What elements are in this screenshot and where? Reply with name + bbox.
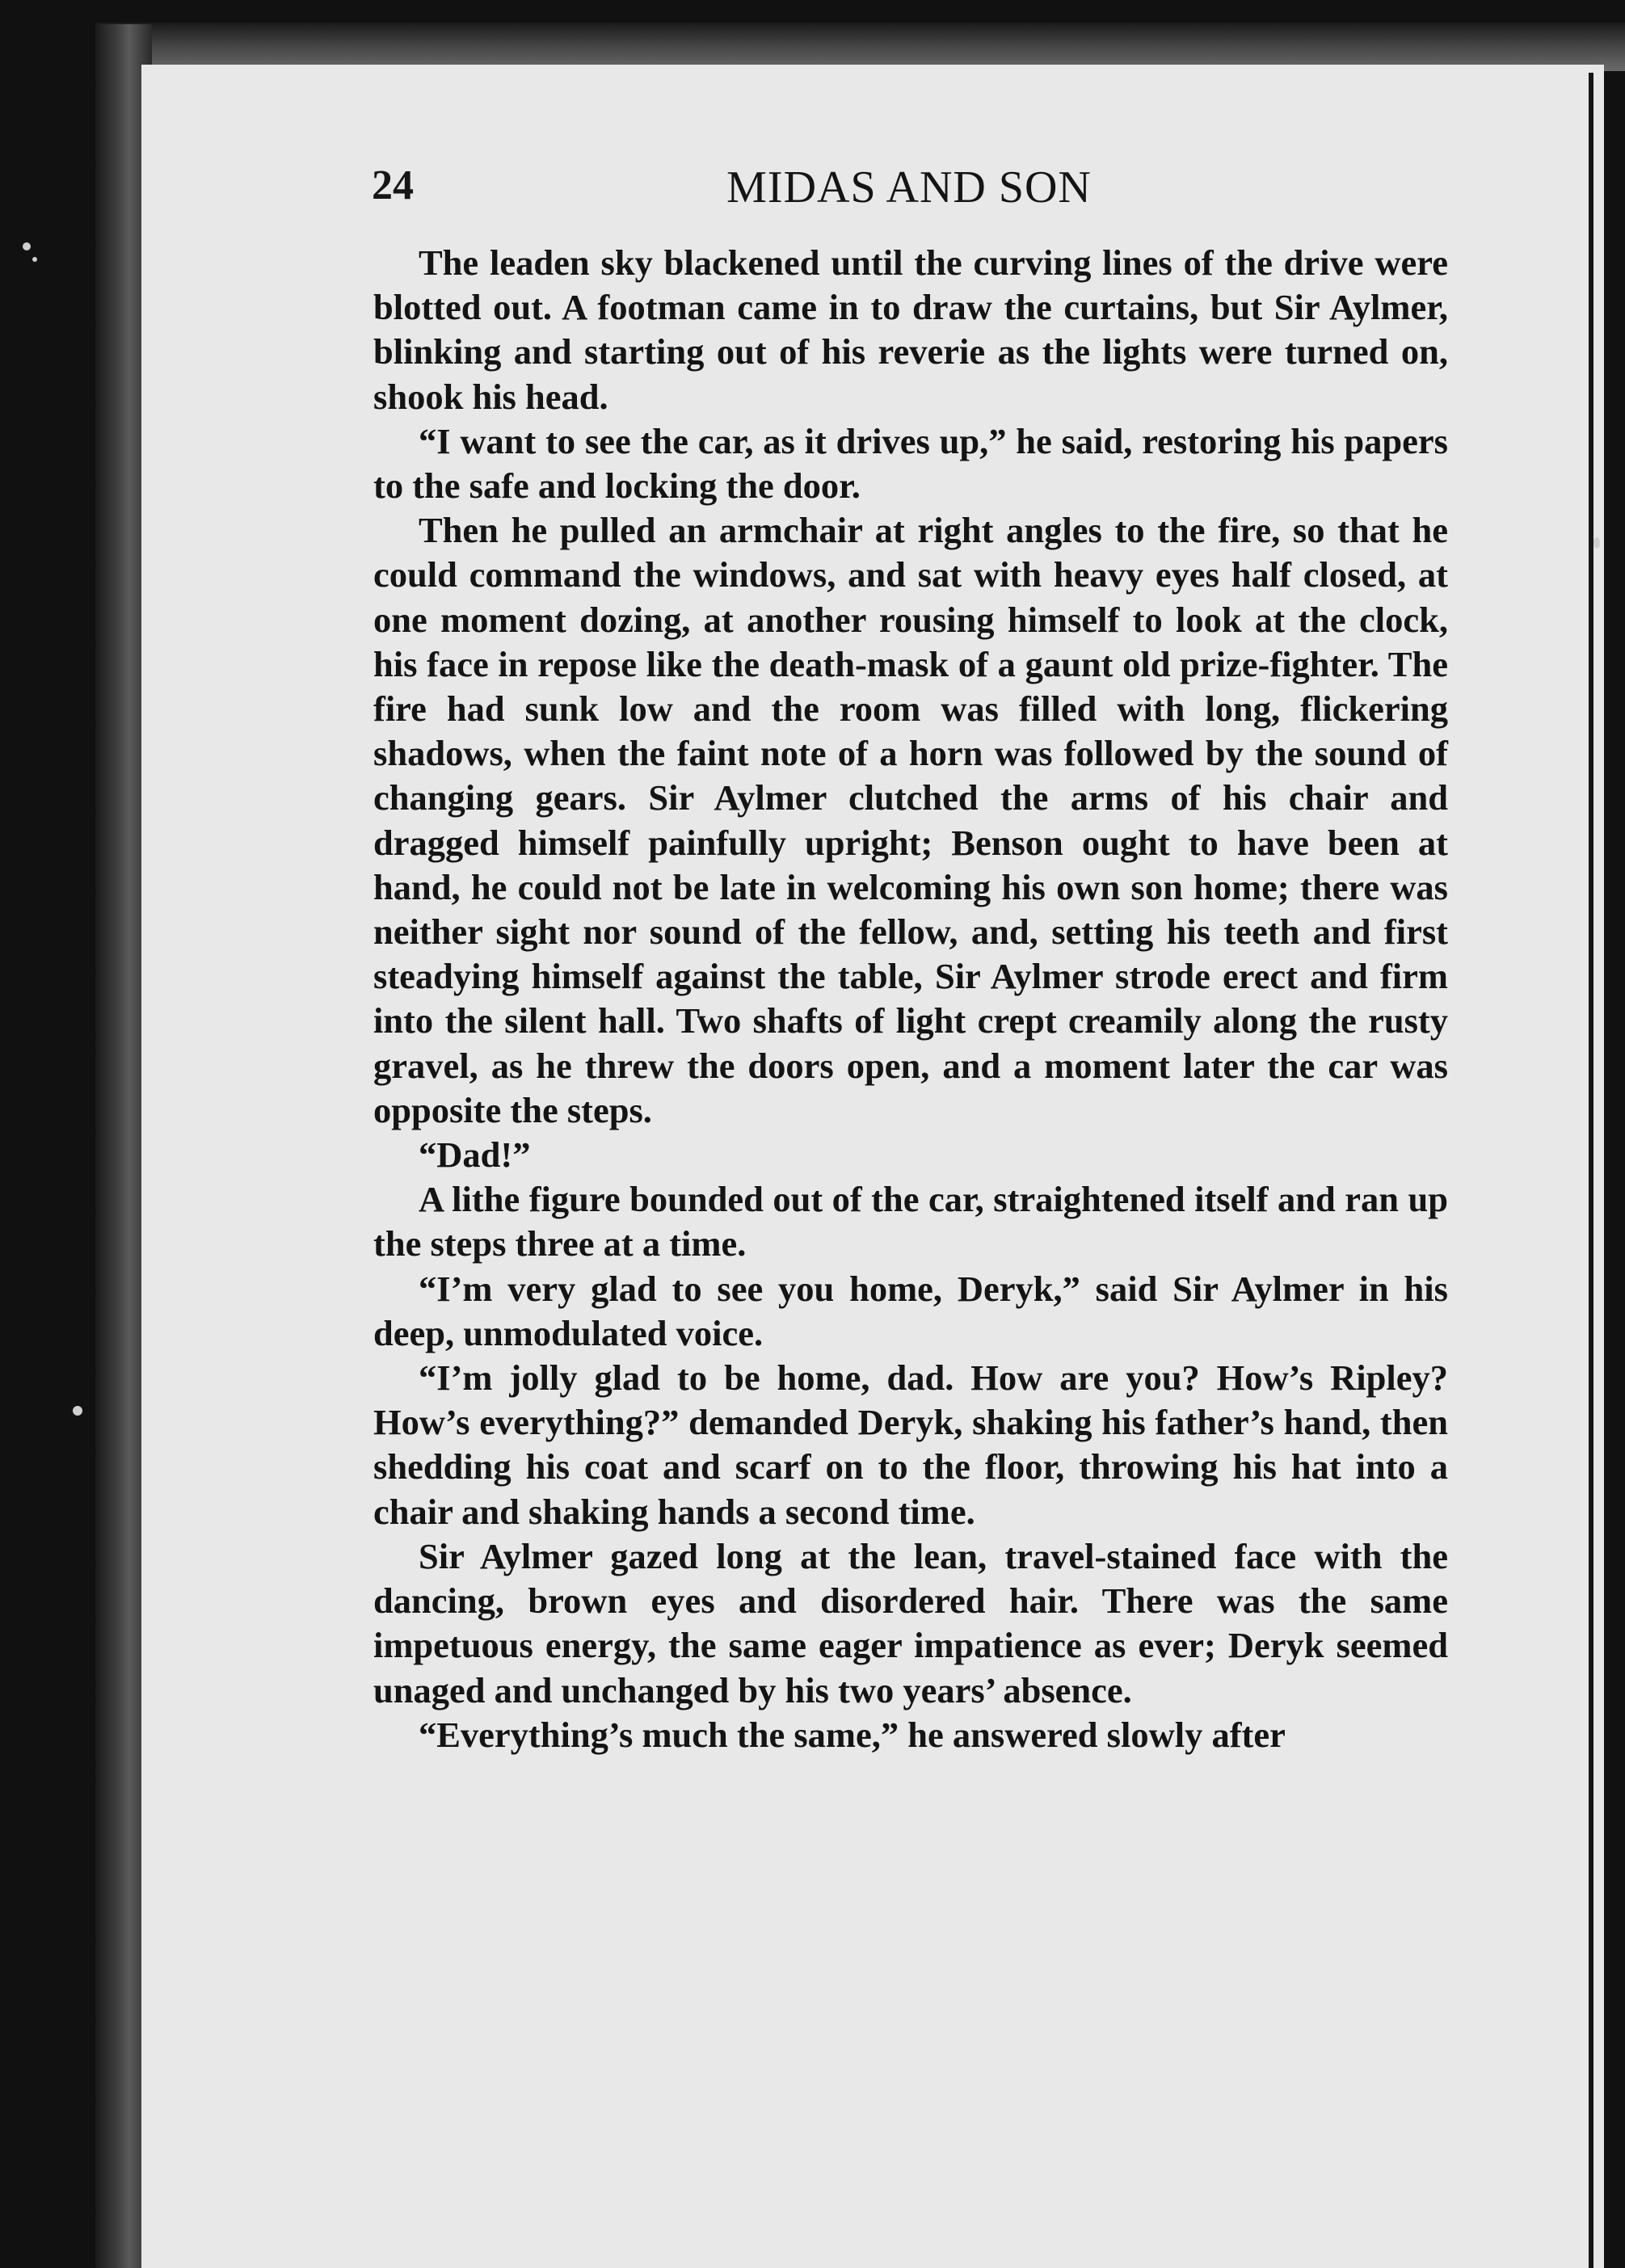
running-title: MIDAS AND SON: [726, 162, 1092, 212]
paragraph: Then he pulled an armchair at right angles to the fire, so that he could command the windows, and sat with heavy eyes half closed, at one moment dozing, at another rousing himself to look at the clock, his face in repose like the death-mask of a gaunt old prize-fighter. The fire had sunk low and the room was filled with long, flickering shadows, when the faint note of a horn was followed by the sound of changing gears. Sir Aylmer clutched the arms of his chair and dragged himself painfully upright; Benson ought to have been at hand, he could not be late in welcoming his own son home; there was neither sight nor sound of the fellow, and, setting his teeth and first steadying himself against the table, Sir Aylmer strode erect and firm into the silent hall. Two shafts of light crept creamily along the rusty gravel, as he threw the doors open, and a moment later the car was opposite the steps.: [373, 510, 1448, 1130]
paragraph: “Everything’s much the same,” he answered slowly after: [419, 1714, 1286, 1755]
paragraph: “I’m jolly glad to be home, dad. How are you? How’s Ripley? How’s everything?” demanded Deryk, shaking his father’s hand, then shedding his coat and scarf on to the floor, throwing his hat into a chair and shaking hands a second time.: [373, 1357, 1448, 1532]
body-text: [373, 241, 1448, 1757]
scan-speck: [1593, 537, 1600, 549]
paragraph: Sir Aylmer gazed long at the lean, travel-stained face with the dancing, brown eyes and disordered hair. There was the same impetuous energy, the same eager impatience as ever; Deryk seemed unaged and unchanged by his two years’ absence.: [373, 1535, 1448, 1710]
scan-speck: [23, 242, 31, 250]
paragraph: The leaden sky blackened until the curving lines of the drive were blotted out. A footman came in to draw the curtains, but Sir Aylmer, blinking and starting out of his reverie as the lights were turned on, shook his head.: [373, 242, 1448, 417]
paragraph: A lithe figure bounded out of the car, straightened itself and ran up the steps three at a time.: [373, 1179, 1448, 1264]
binding-top-edge: [95, 23, 1625, 71]
page-right-edge: [1589, 73, 1593, 2268]
paragraph: “I want to see the car, as it drives up,” he said, restoring his papers to the safe and locking the door.: [373, 420, 1448, 507]
paragraph: “Dad!”: [419, 1134, 531, 1176]
scan-speck: [73, 1406, 82, 1416]
paragraph: “I’m very glad to see you home, Deryk,” said Sir Aylmer in his deep, unmodulated voice.: [373, 1268, 1448, 1353]
scan-speck: [32, 257, 37, 262]
page-header: [372, 162, 1446, 226]
page-number: 24: [372, 162, 414, 208]
